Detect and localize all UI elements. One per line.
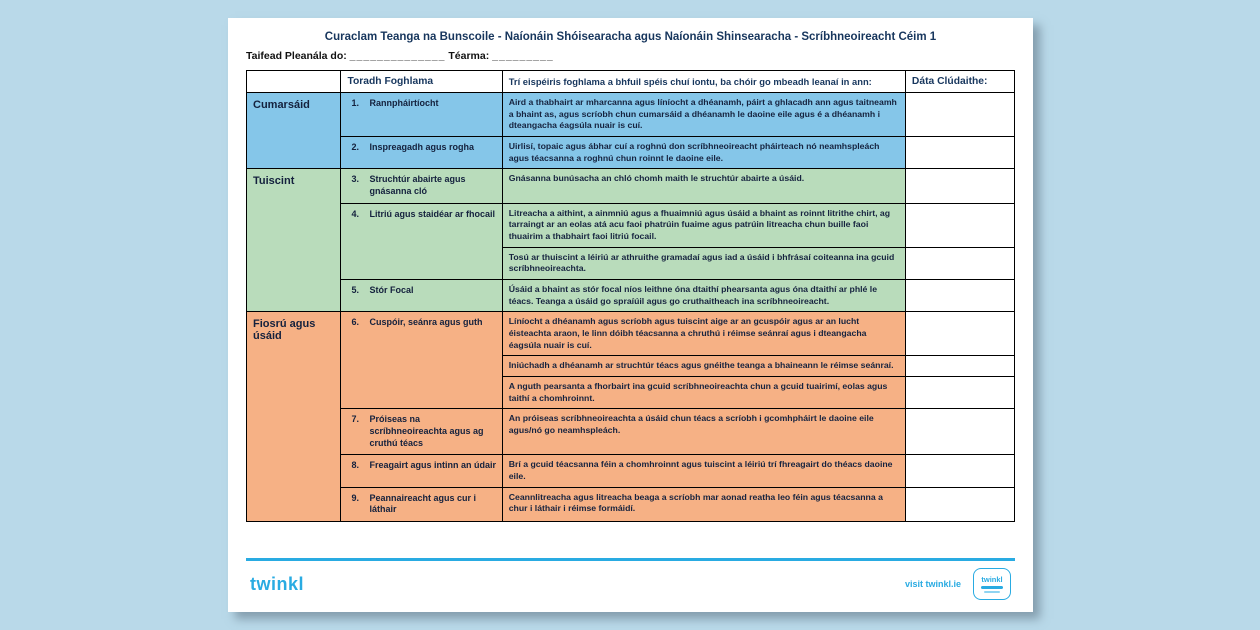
table-row <box>247 169 1015 203</box>
outcome-cell-3 <box>341 169 502 203</box>
table-row <box>247 455 1015 487</box>
experience-text: Tosú ar thuiscint a léiriú ar athruithe gramadaí agus iad a úsáid i bhfrásaí coiteanna ina gcuid scríbhneoireachta. <box>502 247 905 279</box>
outcome-label: Peannaireacht agus cur i láthair <box>369 492 476 515</box>
date-cell[interactable] <box>905 203 1014 247</box>
term-blank-field[interactable]: _________ <box>492 50 554 62</box>
term-label: Téarma: <box>448 50 490 62</box>
table-row <box>247 487 1015 521</box>
category-cumarsaid: Cumarsáid <box>247 93 341 169</box>
record-label: Taifead Pleanála do: <box>246 50 347 62</box>
outcome-label: Inspreagadh agus rogha <box>369 141 474 152</box>
experience-text: Úsáid a bhaint as stór focal níos leithne óna dtaithí phearsanta agus óna dtaithí ar phlé le téacs. Teanga a úsáid go spraíúil agus go cruthaitheach ina scríbhneoireacht. <box>502 279 905 311</box>
column-header-outcome: Toradh Foghlama <box>341 71 502 93</box>
experience-text: Brí a gcuid téacsanna féin a chomhroinnt agus tuiscint a léiriú trí fhreagairt do théacs daoine eile. <box>502 455 905 487</box>
outcome-cell-5 <box>341 279 502 311</box>
outcome-cell-1 <box>341 93 502 137</box>
record-blank-field[interactable]: ______________ <box>349 50 446 62</box>
outcome-label: Rannpháirtíocht <box>369 98 439 108</box>
outcome-label: Litriú agus staidéar ar fhocail <box>369 208 495 219</box>
experience-text: Aird a thabhairt ar mharcanna agus líníocht a dhéanamh, páirt a ghlacadh ann agus taitneamh a bhaint as, agus scríobh chun cumarsáid a dhéanamh le daoine eile agus é a dhéanamh i dteangacha éagsúla nuair is cuí. <box>502 93 905 137</box>
table-row <box>247 279 1015 311</box>
category-tuiscint: Tuiscint <box>247 169 341 312</box>
outcome-cell-4 <box>341 203 502 279</box>
table-row <box>247 312 1015 356</box>
experience-text: An próiseas scríbhneoireachta a úsáid chun téacs a scríobh i gcomhpháirt le daoine eile agus/nó go neamhspleách. <box>502 409 905 455</box>
outcome-number: 6. <box>351 317 359 328</box>
date-cell[interactable] <box>905 136 1014 168</box>
outcome-label: Próiseas na scríbhneoireachta agus ag cruthú téacs <box>369 414 484 448</box>
outcome-number: 8. <box>351 460 359 471</box>
date-cell[interactable] <box>905 279 1014 311</box>
date-cell[interactable] <box>905 247 1014 279</box>
outcome-number: 9. <box>351 492 359 503</box>
worksheet-page <box>228 18 1033 612</box>
twinkl-quality-badge <box>973 568 1011 600</box>
date-cell[interactable] <box>905 312 1014 356</box>
table-row <box>247 203 1015 247</box>
experience-text: Líníocht a dhéanamh agus scríobh agus tuiscint aige ar an gcuspóir agus ar an lucht éisteachta araon, le linn dóibh téacsanna a chruthú i réimse seánraí agus i dteangacha éagsúla nuair is cuí. <box>502 312 905 356</box>
header-row <box>247 71 1015 93</box>
outcome-label: Stór Focal <box>369 284 414 295</box>
curriculum-table <box>246 70 1015 522</box>
category-fiosru-agus-usaid: Fiosrú agus úsáid <box>247 312 341 522</box>
experience-text: A nguth pearsanta a fhorbairt ina gcuid scríbhneoireachta chun a gcuid tuairimí, eolas agus taithí a chomhroinnt. <box>502 376 905 408</box>
experience-text: Iniúchadh a dhéanamh ar struchtúr téacs agus gnéithe teanga a bhaineann le réimse seánraí. <box>502 356 905 377</box>
outcome-number: 1. <box>351 98 359 108</box>
date-cell[interactable] <box>905 487 1014 521</box>
outcome-label: Cuspóir, seánra agus guth <box>369 317 483 328</box>
outcome-cell-9 <box>341 487 502 521</box>
outcome-number: 3. <box>351 174 359 185</box>
date-cell[interactable] <box>905 455 1014 487</box>
table-row <box>247 409 1015 455</box>
visit-link[interactable]: visit twinkl.ie <box>904 579 961 589</box>
table-row <box>247 93 1015 137</box>
date-cell[interactable] <box>905 376 1014 408</box>
column-header-date: Dáta Clúdaithe: <box>905 71 1014 93</box>
badge-decoration <box>984 591 1000 593</box>
date-cell[interactable] <box>905 356 1014 377</box>
experience-text: Litreacha a aithint, a ainmniú agus a fhuaimniú agus úsáid a bhaint as roinnt litrithe chirt, ag tarraingt ar an eolas atá acu faoi phatrúin fuaime agus patrúin litreacha chun buille faoi thuairim a thabhairt faoi litriú focail. <box>502 203 905 247</box>
date-cell[interactable] <box>905 93 1014 137</box>
date-cell[interactable] <box>905 409 1014 455</box>
outcome-label: Struchtúr abairte agus gnásanna cló <box>369 174 466 196</box>
outcome-number: 5. <box>351 284 359 295</box>
planning-record-line <box>246 50 1015 62</box>
date-cell[interactable] <box>905 169 1014 203</box>
experience-text: Gnásanna bunúsacha an chló chomh maith le struchtúr abairte a úsáid. <box>502 169 905 203</box>
twinkl-logo: twinkl <box>250 573 305 594</box>
outcome-cell-2 <box>341 136 502 168</box>
experience-text: Ceannlitreacha agus litreacha beaga a scríobh mar aonad reatha leo féin agus téacsanna a chur i láthair i réimse formáidí. <box>502 487 905 521</box>
outcome-cell-6 <box>341 312 502 409</box>
table-row <box>247 136 1015 168</box>
column-header-experiences: Trí eispéiris foghlama a bhfuil spéis chuí iontu, ba chóir go mbeadh leanaí in ann: <box>502 71 905 93</box>
outcome-label: Freagairt agus intinn an údair <box>369 460 496 471</box>
outcome-number: 7. <box>351 414 359 425</box>
page-footer <box>246 558 1015 602</box>
badge-decoration <box>981 586 1003 589</box>
outcome-number: 4. <box>351 208 359 219</box>
corner-cell <box>247 71 341 93</box>
badge-label: twinkl <box>981 575 1003 584</box>
outcome-cell-8 <box>341 455 502 487</box>
outcome-cell-7 <box>341 409 502 455</box>
experience-text: Uirlisí, topaic agus ábhar cuí a roghnú don scríbhneoireacht pháirteach nó neamhspleách agus téacsanna a roghnú chun roinnt le daoine eile. <box>502 136 905 168</box>
outcome-number: 2. <box>351 141 359 152</box>
page-title: Curaclam Teanga na Bunscoile - Naíonáin Shóisearacha agus Naíonáin Shinsearacha - Scríbhneoireacht Céim 1 <box>324 31 937 43</box>
